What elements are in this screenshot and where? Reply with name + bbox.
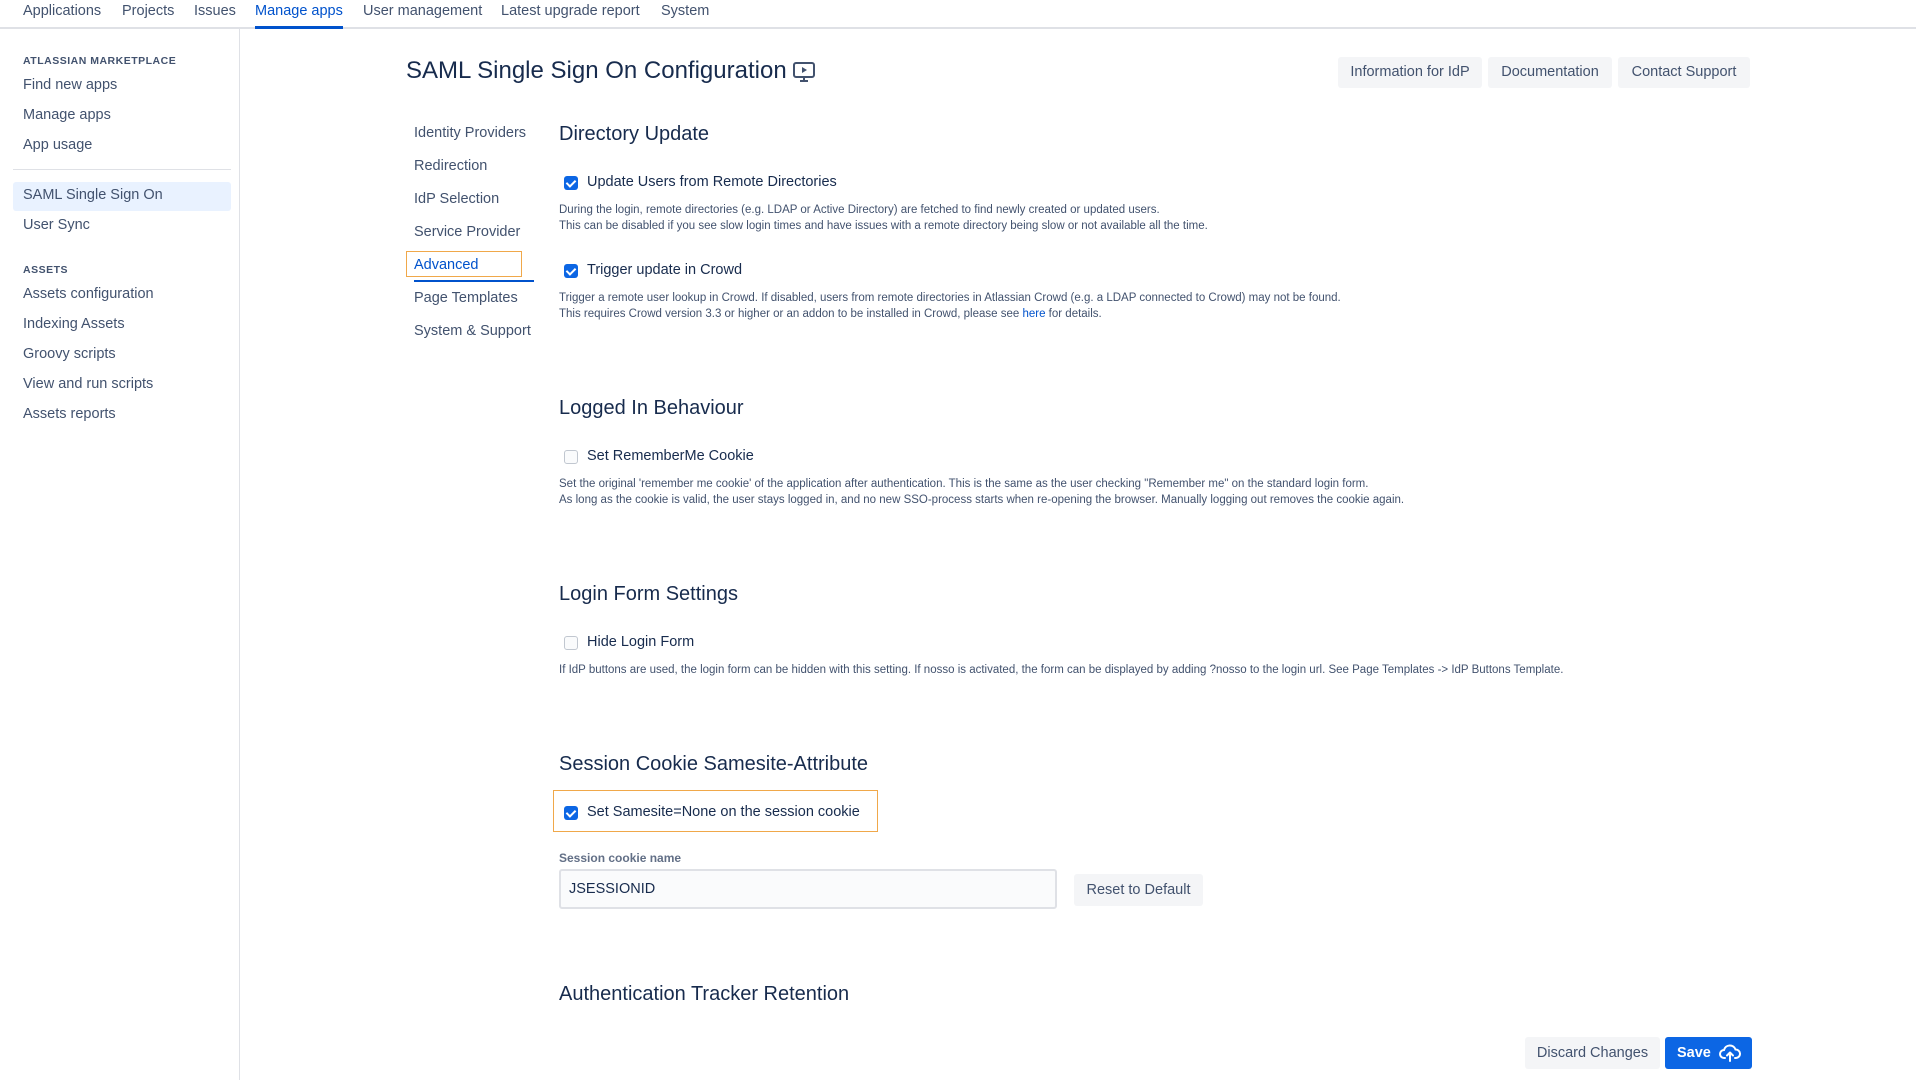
- session-cookie-heading: Session Cookie Samesite-Attribute: [559, 753, 869, 775]
- samesite-none-label[interactable]: Set Samesite=None on the session cookie: [587, 804, 860, 820]
- trigger-crowd-label[interactable]: Trigger update in Crowd: [587, 262, 743, 278]
- tab-applications[interactable]: Applications: [23, 3, 102, 19]
- subnav-identity-providers[interactable]: Identity Providers: [414, 125, 527, 141]
- tab-system[interactable]: System: [661, 3, 710, 19]
- sidebar-item-indexing-assets[interactable]: Indexing Assets: [23, 316, 125, 332]
- contact-support-button[interactable]: Contact Support: [1618, 57, 1750, 88]
- remember-me-checkbox[interactable]: [564, 450, 578, 464]
- save-button[interactable]: [1665, 1037, 1752, 1069]
- top-navigation: [0, 0, 1916, 29]
- documentation-button[interactable]: Documentation: [1488, 57, 1612, 88]
- sidebar-heading-marketplace: ATLASSIAN MARKETPLACE: [23, 55, 177, 67]
- subnav-page-templates[interactable]: Page Templates: [414, 290, 518, 306]
- tab-issues[interactable]: Issues: [194, 3, 236, 19]
- tab-user-management[interactable]: User management: [363, 3, 483, 19]
- session-cookie-name-input[interactable]: JSESSIONID: [559, 869, 1057, 909]
- trigger-crowd-description-2: [559, 308, 1102, 320]
- login-form-settings-heading: Login Form Settings: [559, 583, 738, 605]
- hide-login-form-description: If IdP buttons are used, the login form can be hidden with this setting. If nosso is activated, the form can be displayed by adding ?nosso to the login url. See Page Templates -> IdP Buttons Template.: [559, 664, 1564, 676]
- reset-to-default-button[interactable]: Reset to Default: [1074, 874, 1203, 906]
- subnav-system-support[interactable]: System & Support: [414, 323, 531, 339]
- sidebar-item-user-sync[interactable]: User Sync: [23, 217, 90, 233]
- subnav-active-underline: [414, 280, 534, 282]
- sidebar-item-view-run-scripts[interactable]: View and run scripts: [23, 376, 154, 392]
- advanced-highlight-box: [406, 251, 522, 277]
- subnav-service-provider[interactable]: Service Provider: [414, 224, 521, 240]
- page-title: SAML Single Sign On Configuration: [406, 57, 787, 84]
- tab-projects[interactable]: Projects: [122, 3, 175, 19]
- trigger-crowd-checkbox[interactable]: [564, 264, 578, 278]
- crowd-details-link[interactable]: here: [1022, 308, 1046, 320]
- tab-latest-upgrade-report[interactable]: Latest upgrade report: [501, 3, 640, 19]
- samesite-none-checkbox[interactable]: [564, 806, 578, 820]
- remember-me-label[interactable]: Set RememberMe Cookie: [587, 448, 754, 464]
- subnav-advanced[interactable]: Advanced: [414, 257, 479, 273]
- hide-login-form-label[interactable]: Hide Login Form: [587, 634, 695, 650]
- cloud-upload-icon: [1719, 1044, 1741, 1062]
- sidebar-item-assets-configuration[interactable]: Assets configuration: [23, 286, 154, 302]
- update-users-description-2: This can be disabled if you see slow login times and have issues with a remote directory being slow or not available all the time.: [559, 220, 1208, 232]
- sidebar-item-find-new-apps[interactable]: Find new apps: [23, 77, 118, 93]
- save-button-label: Save: [1677, 1045, 1711, 1061]
- subnav-redirection[interactable]: Redirection: [414, 158, 488, 174]
- sidebar: [0, 29, 240, 1080]
- tab-manage-apps[interactable]: Manage apps: [255, 3, 343, 19]
- trigger-crowd-description-2-post: for details.: [1045, 308, 1102, 320]
- directory-update-heading: Directory Update: [559, 123, 710, 145]
- sidebar-item-saml-sso[interactable]: SAML Single Sign On: [23, 187, 163, 203]
- sidebar-item-manage-apps[interactable]: Manage apps: [23, 107, 111, 123]
- sidebar-item-groovy-scripts[interactable]: Groovy scripts: [23, 346, 116, 362]
- remember-me-description-1: Set the original 'remember me cookie' of the application after authentication. This is the same as the user checking "Remember me" on the standard login form.: [559, 478, 1369, 490]
- update-users-description-1: During the login, remote directories (e.g. LDAP or Active Directory) are fetched to find newly created or updated users.: [559, 204, 1160, 216]
- sidebar-divider: [13, 169, 231, 170]
- sidebar-heading-assets: ASSETS: [23, 264, 69, 276]
- update-users-checkbox[interactable]: [564, 176, 578, 190]
- remember-me-description-2: As long as the cookie is valid, the user stays logged in, and no new SSO-process starts when re-opening the browser. Manually logging out removes the cookie again.: [559, 494, 1405, 506]
- sidebar-item-assets-reports[interactable]: Assets reports: [23, 406, 116, 422]
- trigger-crowd-description-1: Trigger a remote user lookup in Crowd. If disabled, users from remote directories in Atlassian Crowd (e.g. a LDAP connected to Crowd) may not be found.: [559, 292, 1341, 304]
- logged-in-behaviour-heading: Logged In Behaviour: [559, 397, 744, 419]
- session-cookie-name-label: Session cookie name: [559, 851, 682, 865]
- discard-changes-button[interactable]: Discard Changes: [1525, 1037, 1660, 1069]
- trigger-crowd-description-2-pre: This requires Crowd version 3.3 or higher or an addon to be installed in Crowd, please see: [559, 308, 1023, 320]
- sidebar-item-app-usage[interactable]: App usage: [23, 137, 93, 153]
- auth-tracker-retention-heading: Authentication Tracker Retention: [559, 983, 850, 1005]
- subnav-idp-selection[interactable]: IdP Selection: [414, 191, 500, 207]
- information-for-idp-button[interactable]: Information for IdP: [1338, 57, 1482, 88]
- video-tutorial-icon[interactable]: [792, 60, 816, 84]
- hide-login-form-checkbox[interactable]: [564, 636, 578, 650]
- update-users-label[interactable]: Update Users from Remote Directories: [587, 174, 837, 190]
